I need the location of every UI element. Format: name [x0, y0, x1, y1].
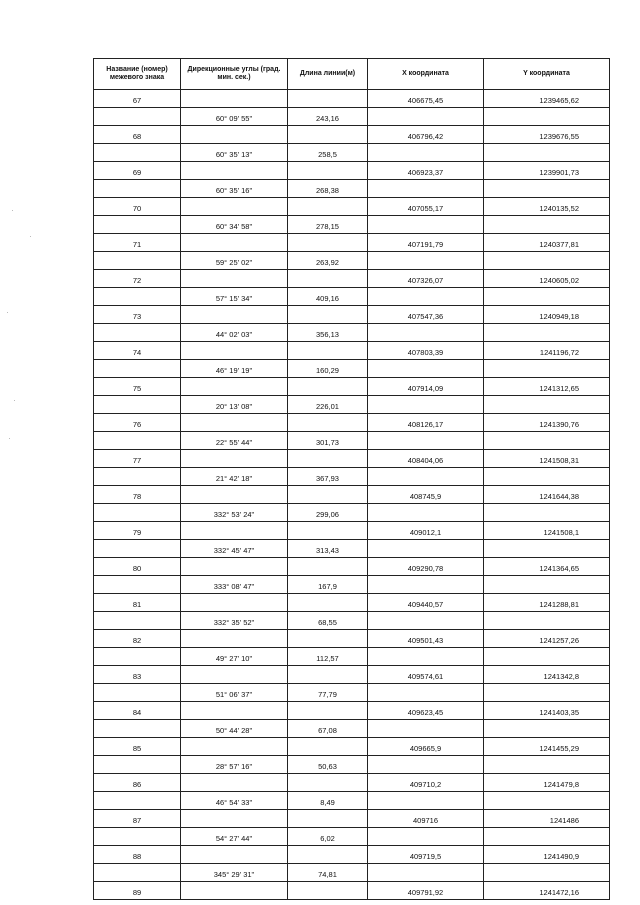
- x-coordinate-cell: 408404,06: [368, 450, 484, 468]
- y-coordinate-cell: 1241455,29: [484, 738, 610, 756]
- empty-cell: [288, 594, 368, 612]
- line-length-cell: 74,81: [288, 864, 368, 882]
- y-coordinate-cell: 1241486: [484, 810, 610, 828]
- direction-angle-cell: 332° 53' 24": [181, 504, 288, 522]
- empty-cell: [181, 882, 288, 900]
- direction-angle-cell: 60° 35' 16": [181, 180, 288, 198]
- empty-cell: [484, 684, 610, 702]
- empty-cell: [484, 396, 610, 414]
- x-coordinate-cell: 409791,92: [368, 882, 484, 900]
- empty-cell: [94, 504, 181, 522]
- empty-cell: [484, 468, 610, 486]
- empty-cell: [288, 198, 368, 216]
- line-length-cell: 68,55: [288, 612, 368, 630]
- direction-angle-cell: 22° 55' 44": [181, 432, 288, 450]
- line-length-cell: 409,16: [288, 288, 368, 306]
- empty-cell: [288, 486, 368, 504]
- line-length-cell: 356,13: [288, 324, 368, 342]
- point-name-cell: 72: [94, 270, 181, 288]
- direction-angle-cell: 46° 54' 33": [181, 792, 288, 810]
- empty-cell: [484, 504, 610, 522]
- segment-row: [94, 612, 610, 630]
- empty-cell: [94, 792, 181, 810]
- y-coordinate-cell: 1239901,73: [484, 162, 610, 180]
- direction-angle-cell: 54° 27' 44": [181, 828, 288, 846]
- x-coordinate-cell: 407914,09: [368, 378, 484, 396]
- empty-cell: [181, 90, 288, 108]
- point-name-cell: 78: [94, 486, 181, 504]
- direction-angle-cell: 345° 29' 31": [181, 864, 288, 882]
- empty-cell: [288, 234, 368, 252]
- segment-row: [94, 864, 610, 882]
- line-length-cell: 243,16: [288, 108, 368, 126]
- segment-row: [94, 324, 610, 342]
- header-direction-angle: Дирекционные углы (град. мин. сек.): [181, 59, 288, 90]
- y-coordinate-cell: 1240135,52: [484, 198, 610, 216]
- empty-cell: [288, 378, 368, 396]
- header-y-coordinate: Y координата: [484, 59, 610, 90]
- header-point-name: Название (номер) межевого знака: [94, 59, 181, 90]
- x-coordinate-cell: 407547,36: [368, 306, 484, 324]
- table-header-row: [94, 59, 610, 90]
- x-coordinate-cell: 409440,57: [368, 594, 484, 612]
- empty-cell: [288, 846, 368, 864]
- empty-cell: [94, 180, 181, 198]
- empty-cell: [94, 108, 181, 126]
- x-coordinate-cell: 407055,17: [368, 198, 484, 216]
- empty-cell: [484, 792, 610, 810]
- empty-cell: [181, 486, 288, 504]
- point-name-cell: 71: [94, 234, 181, 252]
- point-name-cell: 83: [94, 666, 181, 684]
- empty-cell: [181, 162, 288, 180]
- empty-cell: [368, 756, 484, 774]
- empty-cell: [368, 468, 484, 486]
- point-name-cell: 74: [94, 342, 181, 360]
- x-coordinate-cell: 409623,45: [368, 702, 484, 720]
- point-row: [94, 162, 610, 180]
- x-coordinate-cell: 409716: [368, 810, 484, 828]
- empty-cell: [288, 810, 368, 828]
- point-row: [94, 450, 610, 468]
- point-row: [94, 306, 610, 324]
- x-coordinate-cell: 409501,43: [368, 630, 484, 648]
- empty-cell: [484, 252, 610, 270]
- line-length-cell: 263,92: [288, 252, 368, 270]
- empty-cell: [94, 756, 181, 774]
- direction-angle-cell: 51° 06' 37": [181, 684, 288, 702]
- line-length-cell: 299,06: [288, 504, 368, 522]
- empty-cell: [181, 810, 288, 828]
- empty-cell: [181, 342, 288, 360]
- empty-cell: [94, 864, 181, 882]
- line-length-cell: 8,49: [288, 792, 368, 810]
- line-length-cell: 313,43: [288, 540, 368, 558]
- point-row: [94, 774, 610, 792]
- empty-cell: [368, 828, 484, 846]
- header-line-length: Длина линии(м): [288, 59, 368, 90]
- y-coordinate-cell: 1240949,18: [484, 306, 610, 324]
- empty-cell: [368, 720, 484, 738]
- direction-angle-cell: 333° 08' 47": [181, 576, 288, 594]
- y-coordinate-cell: 1241342,8: [484, 666, 610, 684]
- point-name-cell: 84: [94, 702, 181, 720]
- empty-cell: [181, 306, 288, 324]
- line-length-cell: 6,02: [288, 828, 368, 846]
- x-coordinate-cell: 407191,79: [368, 234, 484, 252]
- empty-cell: [484, 324, 610, 342]
- empty-cell: [368, 108, 484, 126]
- empty-cell: [94, 612, 181, 630]
- direction-angle-cell: 60° 09' 55": [181, 108, 288, 126]
- point-row: [94, 270, 610, 288]
- segment-row: [94, 432, 610, 450]
- line-length-cell: 167,9: [288, 576, 368, 594]
- x-coordinate-cell: 406923,37: [368, 162, 484, 180]
- line-length-cell: 77,79: [288, 684, 368, 702]
- empty-cell: [94, 360, 181, 378]
- empty-cell: [181, 198, 288, 216]
- empty-cell: [288, 558, 368, 576]
- y-coordinate-cell: 1241479,8: [484, 774, 610, 792]
- empty-cell: [288, 450, 368, 468]
- direction-angle-cell: 46° 19' 19": [181, 360, 288, 378]
- x-coordinate-cell: 406796,42: [368, 126, 484, 144]
- empty-cell: [288, 90, 368, 108]
- empty-cell: [181, 450, 288, 468]
- empty-cell: [368, 540, 484, 558]
- x-coordinate-cell: 407803,39: [368, 342, 484, 360]
- x-coordinate-cell: 408126,17: [368, 414, 484, 432]
- empty-cell: [288, 162, 368, 180]
- direction-angle-cell: 49° 27' 10": [181, 648, 288, 666]
- empty-cell: [484, 180, 610, 198]
- empty-cell: [181, 126, 288, 144]
- empty-cell: [484, 360, 610, 378]
- point-name-cell: 86: [94, 774, 181, 792]
- empty-cell: [368, 792, 484, 810]
- line-length-cell: 50,63: [288, 756, 368, 774]
- empty-cell: [368, 216, 484, 234]
- empty-cell: [181, 558, 288, 576]
- empty-cell: [181, 234, 288, 252]
- point-row: [94, 702, 610, 720]
- segment-row: [94, 288, 610, 306]
- empty-cell: [484, 288, 610, 306]
- empty-cell: [288, 630, 368, 648]
- empty-cell: [94, 216, 181, 234]
- point-row: [94, 342, 610, 360]
- segment-row: [94, 792, 610, 810]
- empty-cell: [181, 702, 288, 720]
- empty-cell: [181, 414, 288, 432]
- x-coordinate-cell: 406675,45: [368, 90, 484, 108]
- empty-cell: [94, 828, 181, 846]
- empty-cell: [368, 612, 484, 630]
- y-coordinate-cell: 1241403,35: [484, 702, 610, 720]
- direction-angle-cell: 57° 15' 34": [181, 288, 288, 306]
- point-name-cell: 89: [94, 882, 181, 900]
- empty-cell: [94, 144, 181, 162]
- empty-cell: [181, 378, 288, 396]
- direction-angle-cell: 332° 45' 47": [181, 540, 288, 558]
- segment-row: [94, 720, 610, 738]
- empty-cell: [288, 522, 368, 540]
- empty-cell: [484, 540, 610, 558]
- point-name-cell: 77: [94, 450, 181, 468]
- point-row: [94, 522, 610, 540]
- point-row: [94, 414, 610, 432]
- header-x-coordinate: X координата: [368, 59, 484, 90]
- empty-cell: [368, 864, 484, 882]
- segment-row: [94, 576, 610, 594]
- x-coordinate-cell: 409290,78: [368, 558, 484, 576]
- y-coordinate-cell: 1241257,26: [484, 630, 610, 648]
- direction-angle-cell: 50° 44' 28": [181, 720, 288, 738]
- segment-row: [94, 468, 610, 486]
- empty-cell: [368, 324, 484, 342]
- point-row: [94, 810, 610, 828]
- empty-cell: [368, 180, 484, 198]
- empty-cell: [368, 360, 484, 378]
- empty-cell: [181, 666, 288, 684]
- direction-angle-cell: 21° 42' 18": [181, 468, 288, 486]
- point-row: [94, 738, 610, 756]
- direction-angle-cell: 60° 35' 13": [181, 144, 288, 162]
- empty-cell: [288, 738, 368, 756]
- point-name-cell: 80: [94, 558, 181, 576]
- x-coordinate-cell: 409665,9: [368, 738, 484, 756]
- empty-cell: [288, 774, 368, 792]
- point-row: [94, 378, 610, 396]
- y-coordinate-cell: 1241508,31: [484, 450, 610, 468]
- empty-cell: [368, 432, 484, 450]
- empty-cell: [94, 540, 181, 558]
- y-coordinate-cell: 1241364,65: [484, 558, 610, 576]
- table-body: [94, 90, 610, 900]
- segment-row: [94, 360, 610, 378]
- point-name-cell: 76: [94, 414, 181, 432]
- empty-cell: [368, 684, 484, 702]
- point-row: [94, 90, 610, 108]
- empty-cell: [484, 648, 610, 666]
- segment-row: [94, 396, 610, 414]
- y-coordinate-cell: 1241390,76: [484, 414, 610, 432]
- point-row: [94, 666, 610, 684]
- point-name-cell: 79: [94, 522, 181, 540]
- point-row: [94, 846, 610, 864]
- x-coordinate-cell: 409710,2: [368, 774, 484, 792]
- segment-row: [94, 648, 610, 666]
- empty-cell: [484, 216, 610, 234]
- empty-cell: [368, 576, 484, 594]
- line-length-cell: 112,57: [288, 648, 368, 666]
- empty-cell: [181, 270, 288, 288]
- empty-cell: [94, 288, 181, 306]
- line-length-cell: 367,93: [288, 468, 368, 486]
- point-row: [94, 594, 610, 612]
- empty-cell: [368, 396, 484, 414]
- segment-row: [94, 684, 610, 702]
- empty-cell: [288, 270, 368, 288]
- line-length-cell: 258,5: [288, 144, 368, 162]
- y-coordinate-cell: 1241508,1: [484, 522, 610, 540]
- direction-angle-cell: 332° 35' 52": [181, 612, 288, 630]
- line-length-cell: 160,29: [288, 360, 368, 378]
- empty-cell: [484, 864, 610, 882]
- empty-cell: [288, 306, 368, 324]
- empty-cell: [484, 612, 610, 630]
- empty-cell: [484, 576, 610, 594]
- segment-row: [94, 180, 610, 198]
- empty-cell: [484, 108, 610, 126]
- empty-cell: [484, 144, 610, 162]
- segment-row: [94, 540, 610, 558]
- direction-angle-cell: 28° 57' 16": [181, 756, 288, 774]
- y-coordinate-cell: 1240605,02: [484, 270, 610, 288]
- line-length-cell: 67,08: [288, 720, 368, 738]
- empty-cell: [288, 882, 368, 900]
- empty-cell: [94, 252, 181, 270]
- segment-row: [94, 216, 610, 234]
- empty-cell: [94, 576, 181, 594]
- empty-cell: [288, 342, 368, 360]
- point-row: [94, 234, 610, 252]
- x-coordinate-cell: 407326,07: [368, 270, 484, 288]
- point-name-cell: 81: [94, 594, 181, 612]
- segment-row: [94, 108, 610, 126]
- empty-cell: [484, 828, 610, 846]
- empty-cell: [181, 846, 288, 864]
- point-row: [94, 630, 610, 648]
- empty-cell: [288, 702, 368, 720]
- point-row: [94, 198, 610, 216]
- line-length-cell: 226,01: [288, 396, 368, 414]
- x-coordinate-cell: 409012,1: [368, 522, 484, 540]
- segment-row: [94, 252, 610, 270]
- point-name-cell: 85: [94, 738, 181, 756]
- y-coordinate-cell: 1241196,72: [484, 342, 610, 360]
- x-coordinate-cell: 409574,61: [368, 666, 484, 684]
- empty-cell: [94, 720, 181, 738]
- empty-cell: [94, 468, 181, 486]
- point-name-cell: 69: [94, 162, 181, 180]
- point-name-cell: 67: [94, 90, 181, 108]
- empty-cell: [181, 774, 288, 792]
- empty-cell: [288, 666, 368, 684]
- point-name-cell: 75: [94, 378, 181, 396]
- y-coordinate-cell: 1241312,65: [484, 378, 610, 396]
- segment-row: [94, 828, 610, 846]
- y-coordinate-cell: 1240377,81: [484, 234, 610, 252]
- empty-cell: [94, 684, 181, 702]
- segment-row: [94, 144, 610, 162]
- segment-row: [94, 756, 610, 774]
- point-row: [94, 486, 610, 504]
- point-row: [94, 882, 610, 900]
- empty-cell: [288, 126, 368, 144]
- direction-angle-cell: 59° 25' 02": [181, 252, 288, 270]
- empty-cell: [368, 648, 484, 666]
- y-coordinate-cell: 1239676,55: [484, 126, 610, 144]
- empty-cell: [94, 432, 181, 450]
- empty-cell: [181, 522, 288, 540]
- y-coordinate-cell: 1241472,16: [484, 882, 610, 900]
- y-coordinate-cell: 1241288,81: [484, 594, 610, 612]
- empty-cell: [181, 594, 288, 612]
- empty-cell: [288, 414, 368, 432]
- point-row: [94, 126, 610, 144]
- direction-angle-cell: 60° 34' 58": [181, 216, 288, 234]
- direction-angle-cell: 20° 13' 08": [181, 396, 288, 414]
- point-name-cell: 87: [94, 810, 181, 828]
- empty-cell: [484, 720, 610, 738]
- y-coordinate-cell: 1239465,62: [484, 90, 610, 108]
- line-length-cell: 268,38: [288, 180, 368, 198]
- direction-angle-cell: 44° 02' 03": [181, 324, 288, 342]
- empty-cell: [368, 144, 484, 162]
- point-row: [94, 558, 610, 576]
- empty-cell: [181, 630, 288, 648]
- empty-cell: [368, 252, 484, 270]
- empty-cell: [368, 288, 484, 306]
- boundary-coordinates-table: [93, 58, 610, 900]
- point-name-cell: 70: [94, 198, 181, 216]
- point-name-cell: 73: [94, 306, 181, 324]
- empty-cell: [94, 648, 181, 666]
- point-name-cell: 82: [94, 630, 181, 648]
- segment-row: [94, 504, 610, 522]
- point-name-cell: 68: [94, 126, 181, 144]
- x-coordinate-cell: 408745,9: [368, 486, 484, 504]
- empty-cell: [368, 504, 484, 522]
- empty-cell: [94, 396, 181, 414]
- y-coordinate-cell: 1241490,9: [484, 846, 610, 864]
- empty-cell: [181, 738, 288, 756]
- line-length-cell: 278,15: [288, 216, 368, 234]
- empty-cell: [94, 324, 181, 342]
- empty-cell: [484, 432, 610, 450]
- empty-cell: [484, 756, 610, 774]
- point-name-cell: 88: [94, 846, 181, 864]
- x-coordinate-cell: 409719,5: [368, 846, 484, 864]
- line-length-cell: 301,73: [288, 432, 368, 450]
- y-coordinate-cell: 1241644,38: [484, 486, 610, 504]
